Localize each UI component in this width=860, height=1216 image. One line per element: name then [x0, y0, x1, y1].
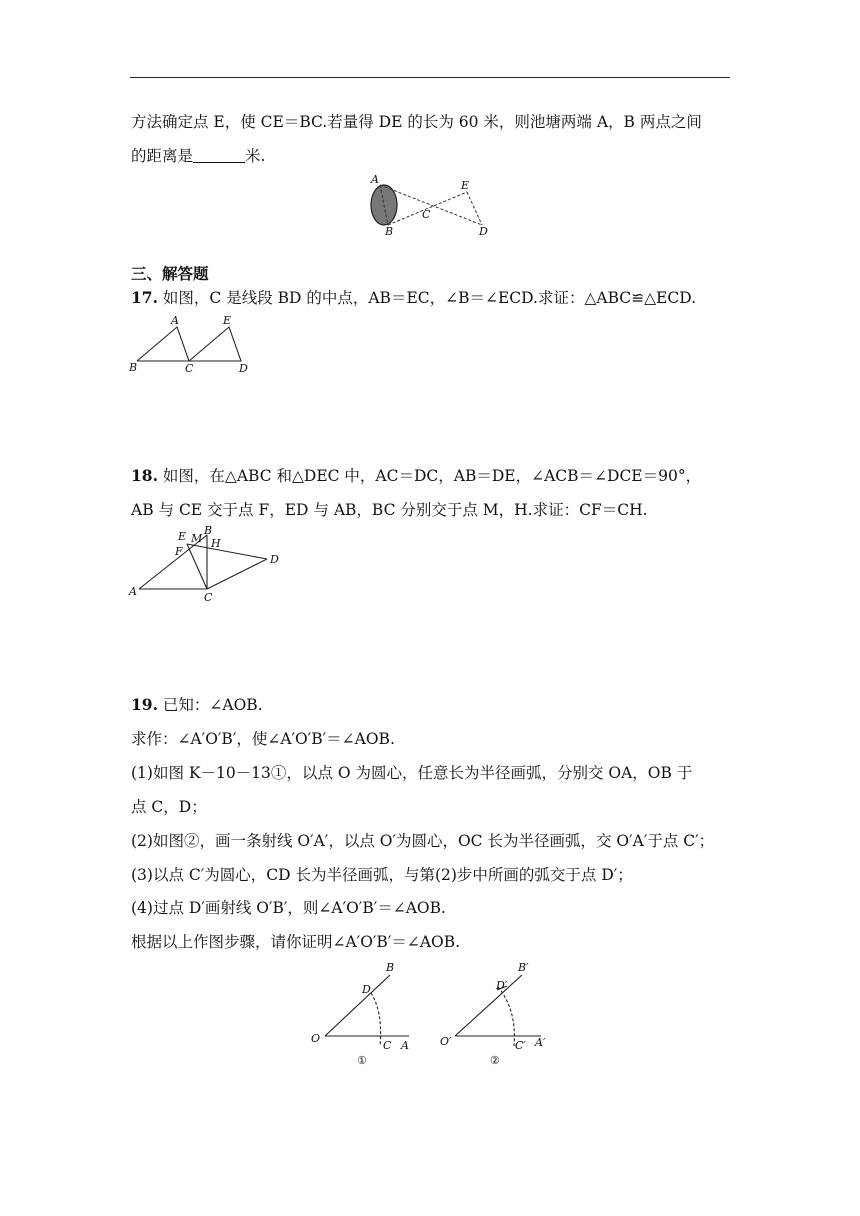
- q19-given-text: 已知：∠AOB.: [162, 696, 263, 714]
- segment-ce: [187, 544, 207, 589]
- label-e: E: [461, 179, 470, 192]
- q19-step2: (2)如图②，画一条射线 O′A′，以点 O′为圆心，OC 长为半径画弧，交 O′A′于点 C′；: [131, 832, 715, 850]
- q18-figure: [125, 522, 285, 604]
- label-b: B: [386, 961, 395, 974]
- label-d: D: [239, 362, 248, 375]
- q19-step1a: (1)如图 K－10－13①，以点 O 为圆心，任意长为半径画弧，分别交 OA，OB 于: [131, 764, 693, 782]
- label-b: B: [385, 225, 394, 238]
- label-o: O: [311, 1032, 321, 1045]
- arc-c-prime: [498, 987, 514, 1046]
- label-m: M: [191, 532, 203, 545]
- figure-caption-2: ②: [490, 1054, 500, 1067]
- label-c: C: [185, 362, 194, 375]
- triangle-abc: [137, 327, 189, 361]
- arc-cd: [371, 993, 381, 1046]
- q19-number: 19.: [131, 695, 158, 714]
- q19-figure-2: [435, 960, 560, 1068]
- label-d: D: [362, 983, 371, 996]
- q19-step3: (3)以点 C′为圆心，CD 长为半径画弧，与第(2)步中所画的弧交于点 D′；: [131, 866, 633, 884]
- answer-blank: [193, 148, 245, 163]
- q18-statement-1: 如图，在△ABC 和△DEC 中，AC＝DC，AB＝DE，∠ACB＝∠DCE＝90°，: [162, 467, 702, 485]
- section-title: 三、解答题: [131, 265, 209, 283]
- label-a: A: [129, 585, 137, 598]
- q16-line2-before: 的距离是: [131, 147, 194, 165]
- q18-line1: [131, 466, 701, 486]
- label-d-prime: D′: [496, 979, 508, 992]
- q19-construct: 求作：∠A′O′B′，使∠A′O′B′＝∠AOB.: [131, 730, 395, 748]
- q18-line2: AB 与 CE 交于点 F，ED 与 AB，BC 分别交于点 M，H.求证：CF＝CH.: [131, 501, 648, 519]
- label-h: H: [211, 537, 221, 550]
- label-c: C: [422, 208, 431, 221]
- q18-number: 18.: [131, 466, 158, 485]
- label-f: F: [175, 545, 183, 558]
- segment-cd: [207, 559, 267, 589]
- label-e: E: [223, 314, 232, 327]
- figure-caption-1: ①: [357, 1054, 367, 1067]
- label-a: A: [371, 173, 379, 186]
- label-o-prime: O′: [440, 1035, 452, 1048]
- q19-figure-1: [305, 960, 420, 1068]
- q19-prove: 根据以上作图步骤，请你证明∠A′O′B′＝∠AOB.: [131, 933, 461, 951]
- label-a: A: [171, 314, 179, 327]
- segment-ed: [187, 544, 267, 559]
- label-a: A: [401, 1039, 409, 1052]
- q17-text: [131, 288, 696, 308]
- label-b: B: [204, 524, 213, 537]
- q19-step4: (4)过点 D′画射线 O′B′，则∠A′O′B′＝∠AOB.: [131, 899, 446, 917]
- header-rule: [130, 77, 730, 78]
- label-b-prime: B′: [518, 961, 529, 974]
- q17-figure: [125, 312, 265, 380]
- label-a-prime: A′: [535, 1036, 546, 1049]
- q16-pond-figure: [360, 172, 500, 242]
- q17-number: 17.: [131, 288, 158, 307]
- ray-ob-prime: [455, 975, 522, 1036]
- q16-line2-after: 米.: [245, 147, 266, 165]
- label-d: D: [270, 553, 279, 566]
- label-c-prime: C′: [515, 1039, 526, 1052]
- q16-line1: 方法确定点 E，使 CE＝BC.若量得 DE 的长为 60 米，则池塘两端 A，B 两点之间: [131, 113, 702, 131]
- label-c: C: [383, 1039, 392, 1052]
- label-c: C: [204, 591, 213, 604]
- q17-statement: 如图，C 是线段 BD 的中点，AB＝EC，∠B＝∠ECD.求证：△ABC≌△ECD.: [162, 289, 696, 307]
- label-b: B: [129, 361, 138, 374]
- label-d: D: [479, 225, 488, 238]
- q19-step1b: 点 C，D；: [131, 798, 207, 816]
- q16-line2: [131, 146, 265, 166]
- triangle-ecd: [189, 327, 241, 361]
- q19-given: [131, 695, 263, 715]
- label-e: E: [178, 530, 187, 543]
